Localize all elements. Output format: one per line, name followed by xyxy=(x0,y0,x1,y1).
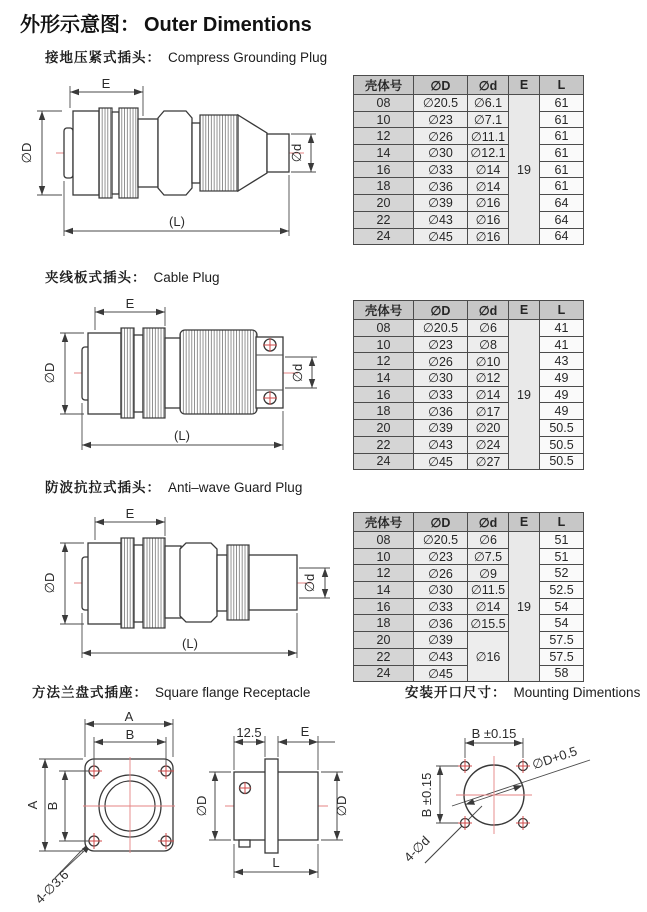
table-row xyxy=(354,320,584,337)
cell: 64 xyxy=(540,195,584,212)
dim-label-b: B ±0.15 xyxy=(471,726,517,741)
cell: ∅12 xyxy=(468,370,509,387)
dimension-outer-diameter xyxy=(42,333,84,414)
cell: ∅14 xyxy=(468,178,509,195)
cell: 10 xyxy=(354,548,414,565)
holes-note-label: 4-∅3.6 xyxy=(32,867,72,907)
section-label-zh: 夹线板式插头： xyxy=(45,270,147,285)
cell: ∅39 xyxy=(414,195,468,212)
drawing-mounting-dimentions xyxy=(400,700,647,912)
cell: 16 xyxy=(354,161,414,178)
cell: 22 xyxy=(354,211,414,228)
section-label-en: Anti–wave Guard Plug xyxy=(168,480,303,495)
cell: 24 xyxy=(354,453,414,470)
col-header: ∅D xyxy=(414,301,468,320)
col-header: 壳体号 xyxy=(354,76,414,95)
cell: ∅23 xyxy=(414,548,468,565)
table-row xyxy=(354,161,584,178)
section-label-zh: 防波抗拉式插头： xyxy=(45,480,161,495)
cell: ∅27 xyxy=(468,453,509,470)
plug-body xyxy=(82,328,283,418)
cell: ∅20 xyxy=(468,420,509,437)
section-label-square-flange-receptacle xyxy=(32,681,310,701)
dim-label-outer-diameter: ∅D xyxy=(194,795,209,817)
section-label-cable-plug xyxy=(45,266,220,286)
cell: ∅6 xyxy=(468,532,509,549)
col-header: ∅d xyxy=(468,301,509,320)
col-header: E xyxy=(509,76,540,95)
table-row xyxy=(354,598,584,615)
col-header: ∅D xyxy=(414,513,468,532)
cell: 51 xyxy=(540,548,584,565)
cell: 58 xyxy=(540,665,584,682)
cell: 19 xyxy=(509,532,540,682)
cell: ∅20.5 xyxy=(414,320,468,337)
cell: ∅23 xyxy=(414,336,468,353)
page-title-zh: 外形示意图： xyxy=(20,14,140,36)
cell: 50.5 xyxy=(540,420,584,437)
cell: 51 xyxy=(540,532,584,549)
header-row xyxy=(354,76,584,95)
cell: ∅26 xyxy=(414,128,468,145)
table-row xyxy=(354,111,584,128)
table-row xyxy=(354,211,584,228)
table-row xyxy=(354,436,584,453)
cell: ∅30 xyxy=(414,145,468,162)
dim-label-inner-diameter: ∅d xyxy=(289,143,304,163)
cell: 49 xyxy=(540,403,584,420)
cell: ∅8 xyxy=(468,336,509,353)
plug-body xyxy=(64,108,289,198)
cell: 41 xyxy=(540,336,584,353)
cell: ∅36 xyxy=(414,403,468,420)
cell: ∅33 xyxy=(414,161,468,178)
section-label-en: Mounting Dimentions xyxy=(513,685,641,700)
table-row xyxy=(354,145,584,162)
cell: 18 xyxy=(354,403,414,420)
cell: 08 xyxy=(354,95,414,112)
section-label-mounting-dimentions xyxy=(405,681,640,701)
dim-label-length: (L) xyxy=(169,214,185,229)
cell: ∅20.5 xyxy=(414,532,468,549)
cell: 08 xyxy=(354,320,414,337)
cell: ∅33 xyxy=(414,386,468,403)
table-row xyxy=(354,370,584,387)
col-header: 壳体号 xyxy=(354,513,414,532)
table-row xyxy=(354,615,584,632)
dimension-e xyxy=(278,724,335,770)
cell: 61 xyxy=(540,161,584,178)
dim-label-offset: 12.5 xyxy=(236,725,262,740)
section-label-zh: 接地压紧式插头： xyxy=(45,50,161,65)
cell: 52.5 xyxy=(540,582,584,599)
cell: 61 xyxy=(540,95,584,112)
table-row xyxy=(354,403,584,420)
dimension-inner-diameter xyxy=(285,357,317,388)
table-row xyxy=(354,532,584,549)
dimension-inner-diameter xyxy=(289,134,316,172)
cell: ∅43 xyxy=(414,436,468,453)
cell: 61 xyxy=(540,145,584,162)
cell: ∅30 xyxy=(414,370,468,387)
cell: ∅16 xyxy=(468,228,509,245)
header-row xyxy=(354,513,584,532)
holes-note-label: 4-∅d xyxy=(400,832,433,865)
table-row xyxy=(354,353,584,370)
page-title xyxy=(20,8,312,37)
table-row xyxy=(354,582,584,599)
cell: ∅36 xyxy=(414,178,468,195)
cell: 49 xyxy=(540,370,584,387)
col-header: E xyxy=(509,513,540,532)
cell: 50.5 xyxy=(540,453,584,470)
dimension-outer-diameter xyxy=(19,111,62,195)
cell: 16 xyxy=(354,598,414,615)
section-label-zh: 安装开口尺寸： xyxy=(405,685,507,700)
dimension-b-left xyxy=(45,771,89,841)
dim-label-inner-diameter: ∅d xyxy=(290,363,305,383)
cell: 14 xyxy=(354,370,414,387)
cell: ∅39 xyxy=(414,420,468,437)
drawing-flange-side-view xyxy=(195,716,350,906)
section-label-en: Square flange Receptacle xyxy=(155,685,311,700)
dim-label-outer-diameter: ∅D xyxy=(42,572,57,594)
dim-label-inner-diameter: ∅d xyxy=(302,573,317,593)
col-header: L xyxy=(540,513,584,532)
col-header: E xyxy=(509,301,540,320)
col-header: L xyxy=(540,301,584,320)
dim-label-length: (L) xyxy=(182,636,198,651)
cell: 57.5 xyxy=(540,632,584,649)
col-header: ∅d xyxy=(468,76,509,95)
page-title-en: Outer Dimentions xyxy=(144,14,312,36)
dim-label-e: E xyxy=(300,724,310,739)
table-row xyxy=(354,95,584,112)
table-row xyxy=(354,420,584,437)
cell: 64 xyxy=(540,228,584,245)
cell: ∅14 xyxy=(468,386,509,403)
cell: 49 xyxy=(540,386,584,403)
cell: ∅33 xyxy=(414,598,468,615)
dim-label-e: E xyxy=(125,506,135,521)
cell: 24 xyxy=(354,228,414,245)
cell: ∅45 xyxy=(414,453,468,470)
dimension-inner-diameter xyxy=(299,568,330,598)
cell: ∅43 xyxy=(414,211,468,228)
table-row xyxy=(354,195,584,212)
cell: ∅24 xyxy=(468,436,509,453)
cell: 22 xyxy=(354,436,414,453)
table-row xyxy=(354,178,584,195)
table-row xyxy=(354,336,584,353)
cell: ∅16 xyxy=(468,211,509,228)
cell: 50.5 xyxy=(540,436,584,453)
dimension-b-top xyxy=(465,726,523,758)
cell: ∅9 xyxy=(468,565,509,582)
dim-label-outer-diameter: ∅D xyxy=(42,362,57,384)
cell: 41 xyxy=(540,320,584,337)
cell: ∅45 xyxy=(414,665,468,682)
cell: ∅23 xyxy=(414,111,468,128)
section-label-compress-grounding-plug xyxy=(45,46,327,66)
cell: 08 xyxy=(354,532,414,549)
cell: 12 xyxy=(354,353,414,370)
cell: ∅12.1 xyxy=(468,145,509,162)
col-header: ∅D xyxy=(414,76,468,95)
cell: ∅45 xyxy=(414,228,468,245)
cell: ∅7.1 xyxy=(468,111,509,128)
cell: 14 xyxy=(354,145,414,162)
dim-label-b: B xyxy=(45,801,60,811)
cell: ∅17 xyxy=(468,403,509,420)
cell: ∅15.5 xyxy=(468,615,509,632)
table-row xyxy=(354,228,584,245)
drawing-flange-front-view xyxy=(25,709,210,912)
col-header: 壳体号 xyxy=(354,301,414,320)
dim-label-a: A xyxy=(25,800,40,810)
table-row xyxy=(354,386,584,403)
cell: 61 xyxy=(540,128,584,145)
table-row xyxy=(354,632,584,649)
cell: ∅6.1 xyxy=(468,95,509,112)
cell: 18 xyxy=(354,615,414,632)
cell: 22 xyxy=(354,648,414,665)
dim-label-length: L xyxy=(272,855,280,870)
cell: ∅26 xyxy=(414,353,468,370)
spec-table-cable-plug xyxy=(353,300,584,470)
diameter-note-label: ∅D+0.5 xyxy=(530,743,579,773)
cell: 18 xyxy=(354,178,414,195)
col-header: ∅d xyxy=(468,513,509,532)
dim-label-length: (L) xyxy=(174,428,190,443)
col-header: L xyxy=(540,76,584,95)
cell: ∅11.5 xyxy=(468,582,509,599)
header-row xyxy=(354,301,584,320)
table-row xyxy=(354,565,584,582)
cell: ∅7.5 xyxy=(468,548,509,565)
dimension-outer-diameter xyxy=(42,543,84,624)
dim-label-outer-diameter: ∅D xyxy=(19,142,34,164)
spec-table-compress-grounding-plug xyxy=(353,75,584,245)
cell: ∅36 xyxy=(414,615,468,632)
drawing-cable-plug xyxy=(20,293,350,467)
cell: 10 xyxy=(354,336,414,353)
dim-label-e: E xyxy=(101,76,111,91)
dim-label-a: A xyxy=(124,709,134,724)
spec-table-anti-wave-plug xyxy=(353,512,584,682)
cell: ∅39 xyxy=(414,632,468,649)
cell: ∅30 xyxy=(414,582,468,599)
cell: ∅26 xyxy=(414,565,468,582)
cell: 16 xyxy=(354,386,414,403)
drawing-compress-grounding-plug xyxy=(20,73,350,245)
cell: 12 xyxy=(354,565,414,582)
cell: 14 xyxy=(354,582,414,599)
dim-label-outer-diameter: ∅D xyxy=(334,795,349,817)
cell: 24 xyxy=(354,665,414,682)
cell: 19 xyxy=(509,320,540,470)
cell: 19 xyxy=(509,95,540,245)
table-row xyxy=(354,453,584,470)
section-label-en: Cable Plug xyxy=(153,270,220,285)
cell: 54 xyxy=(540,615,584,632)
dimension-b-left xyxy=(419,766,458,823)
cell: 52 xyxy=(540,565,584,582)
cell: ∅11.1 xyxy=(468,128,509,145)
dim-label-e: E xyxy=(125,296,135,311)
cell: 20 xyxy=(354,195,414,212)
cell: ∅43 xyxy=(414,648,468,665)
drawing-anti-wave-guard-plug xyxy=(20,503,350,677)
dimension-e xyxy=(95,506,165,540)
cell: 10 xyxy=(354,111,414,128)
section-label-en: Compress Grounding Plug xyxy=(168,50,328,65)
cell: 54 xyxy=(540,598,584,615)
cell: 12 xyxy=(354,128,414,145)
cell: ∅10 xyxy=(468,353,509,370)
cell: ∅14 xyxy=(468,161,509,178)
dim-label-b: B ±0.15 xyxy=(419,772,434,818)
cell: 20 xyxy=(354,420,414,437)
cell: 64 xyxy=(540,211,584,228)
cell: ∅20.5 xyxy=(414,95,468,112)
cell: 61 xyxy=(540,111,584,128)
dimension-offset xyxy=(234,725,265,770)
cell: ∅14 xyxy=(468,598,509,615)
section-label-zh: 方法兰盘式插座： xyxy=(32,685,148,700)
cell: ∅16 xyxy=(468,632,509,682)
cell: 61 xyxy=(540,178,584,195)
table-row xyxy=(354,548,584,565)
dimension-e xyxy=(95,296,165,330)
cell: 57.5 xyxy=(540,648,584,665)
cell: ∅6 xyxy=(468,320,509,337)
section-label-anti-wave-plug xyxy=(45,476,302,496)
receptacle-body xyxy=(234,759,318,853)
cell: ∅16 xyxy=(468,195,509,212)
dim-label-b: B xyxy=(125,727,135,742)
cell: 20 xyxy=(354,632,414,649)
plug-body xyxy=(82,538,297,628)
table-row xyxy=(354,128,584,145)
cell: 43 xyxy=(540,353,584,370)
